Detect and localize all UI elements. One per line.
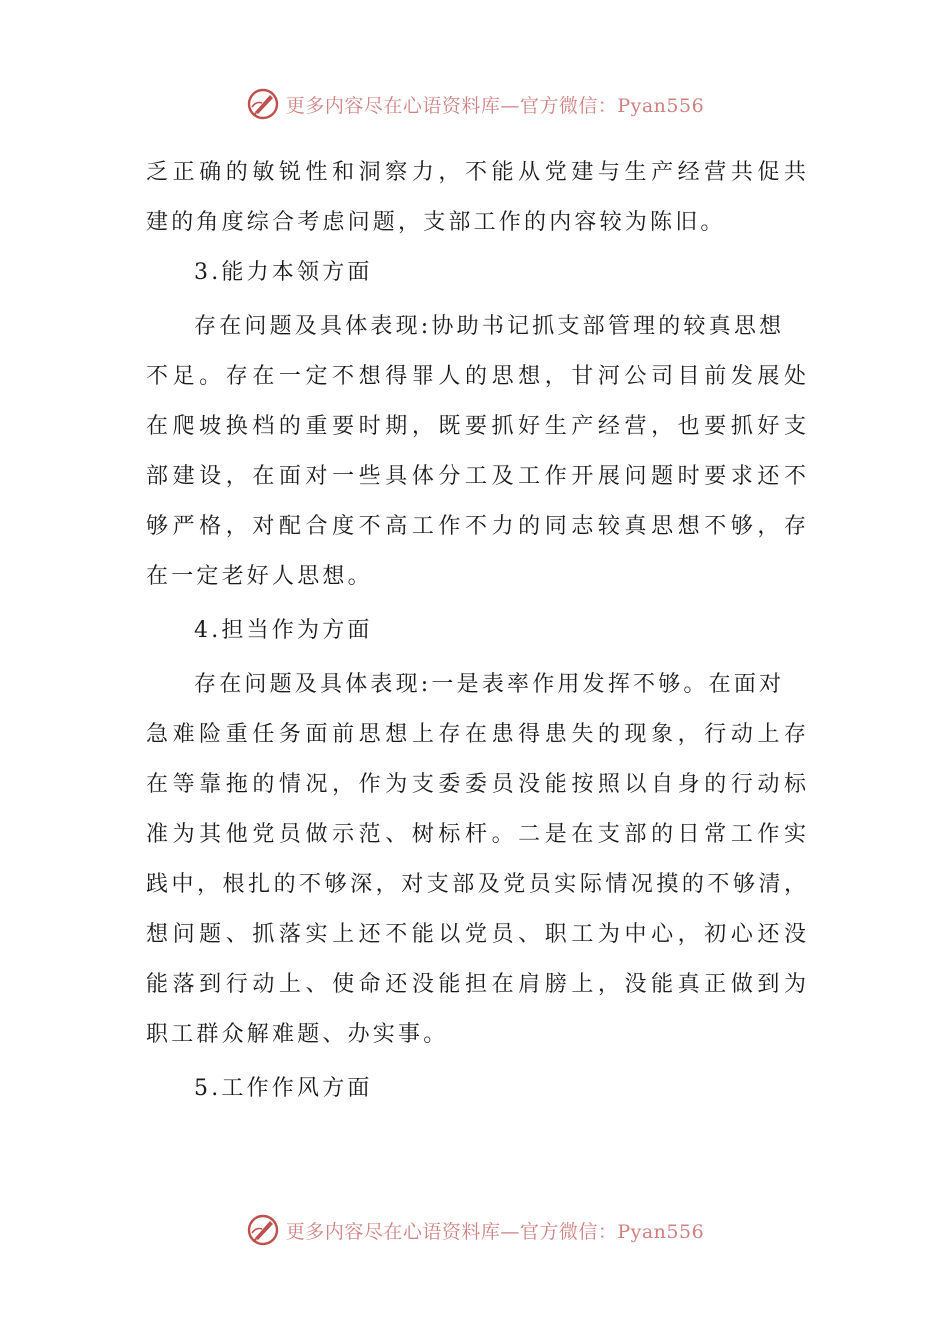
text-line: 准为其他党员做示范、树标杆。二是在支部的日常工作实 <box>146 822 806 847</box>
text-line: 在爬坡换档的重要时期，既要抓好生产经营，也要抓好支 <box>146 414 806 439</box>
text-line: 在等靠拖的情况，作为支委委员没能按照以自身的行动标 <box>146 772 806 797</box>
section-heading: 3.能力本领方面 <box>194 260 373 285</box>
banner-text: 更多内容尽在心语资料库—官方微信：Pyan556 <box>285 94 705 117</box>
document-body <box>146 148 806 1114</box>
text-line: 不足。存在一定不想得罪人的思想，甘河公司目前发展处 <box>146 364 806 389</box>
text-line: 存在问题及具体表现:协助书记抓支部管理的较真思想 <box>194 314 785 339</box>
pen-circle-logo-icon <box>246 1213 280 1247</box>
pen-circle-logo-icon <box>246 87 280 121</box>
section-heading: 4.担当作为方面 <box>194 618 373 643</box>
text-line: 想问题、抓落实上还不能以党员、职工为中心，初心还没 <box>146 922 806 947</box>
text-line: 建的角度综合考虑问题，支部工作的内容较为陈旧。 <box>146 210 726 235</box>
text-line: 够严格，对配合度不高工作不力的同志较真思想不够，存 <box>146 514 806 539</box>
section-heading: 5.工作作风方面 <box>194 1076 373 1101</box>
text-line: 能落到行动上、使命还没能担在肩膀上，没能真正做到为 <box>146 972 806 997</box>
text-line: 职工群众解难题、办实事。 <box>146 1022 449 1047</box>
text-line: 部建设，在面对一些具体分工及工作开展问题时要求还不 <box>146 464 806 489</box>
banner-text: 更多内容尽在心语资料库—官方微信：Pyan556 <box>285 1220 705 1243</box>
text-line: 乏正确的敏锐性和洞察力，不能从党建与生产经营共促共 <box>146 160 806 185</box>
text-line: 在一定老好人思想。 <box>146 564 373 589</box>
text-line: 存在问题及具体表现:一是表率作用发挥不够。在面对 <box>194 672 785 697</box>
footer-banner <box>0 1210 950 1250</box>
text-line: 践中，根扎的不够深，对支部及党员实际情况摸的不够清， <box>146 872 806 897</box>
header-banner <box>0 84 950 124</box>
text-line: 急难险重任务面前思想上存在患得患失的现象，行动上存 <box>146 722 806 747</box>
